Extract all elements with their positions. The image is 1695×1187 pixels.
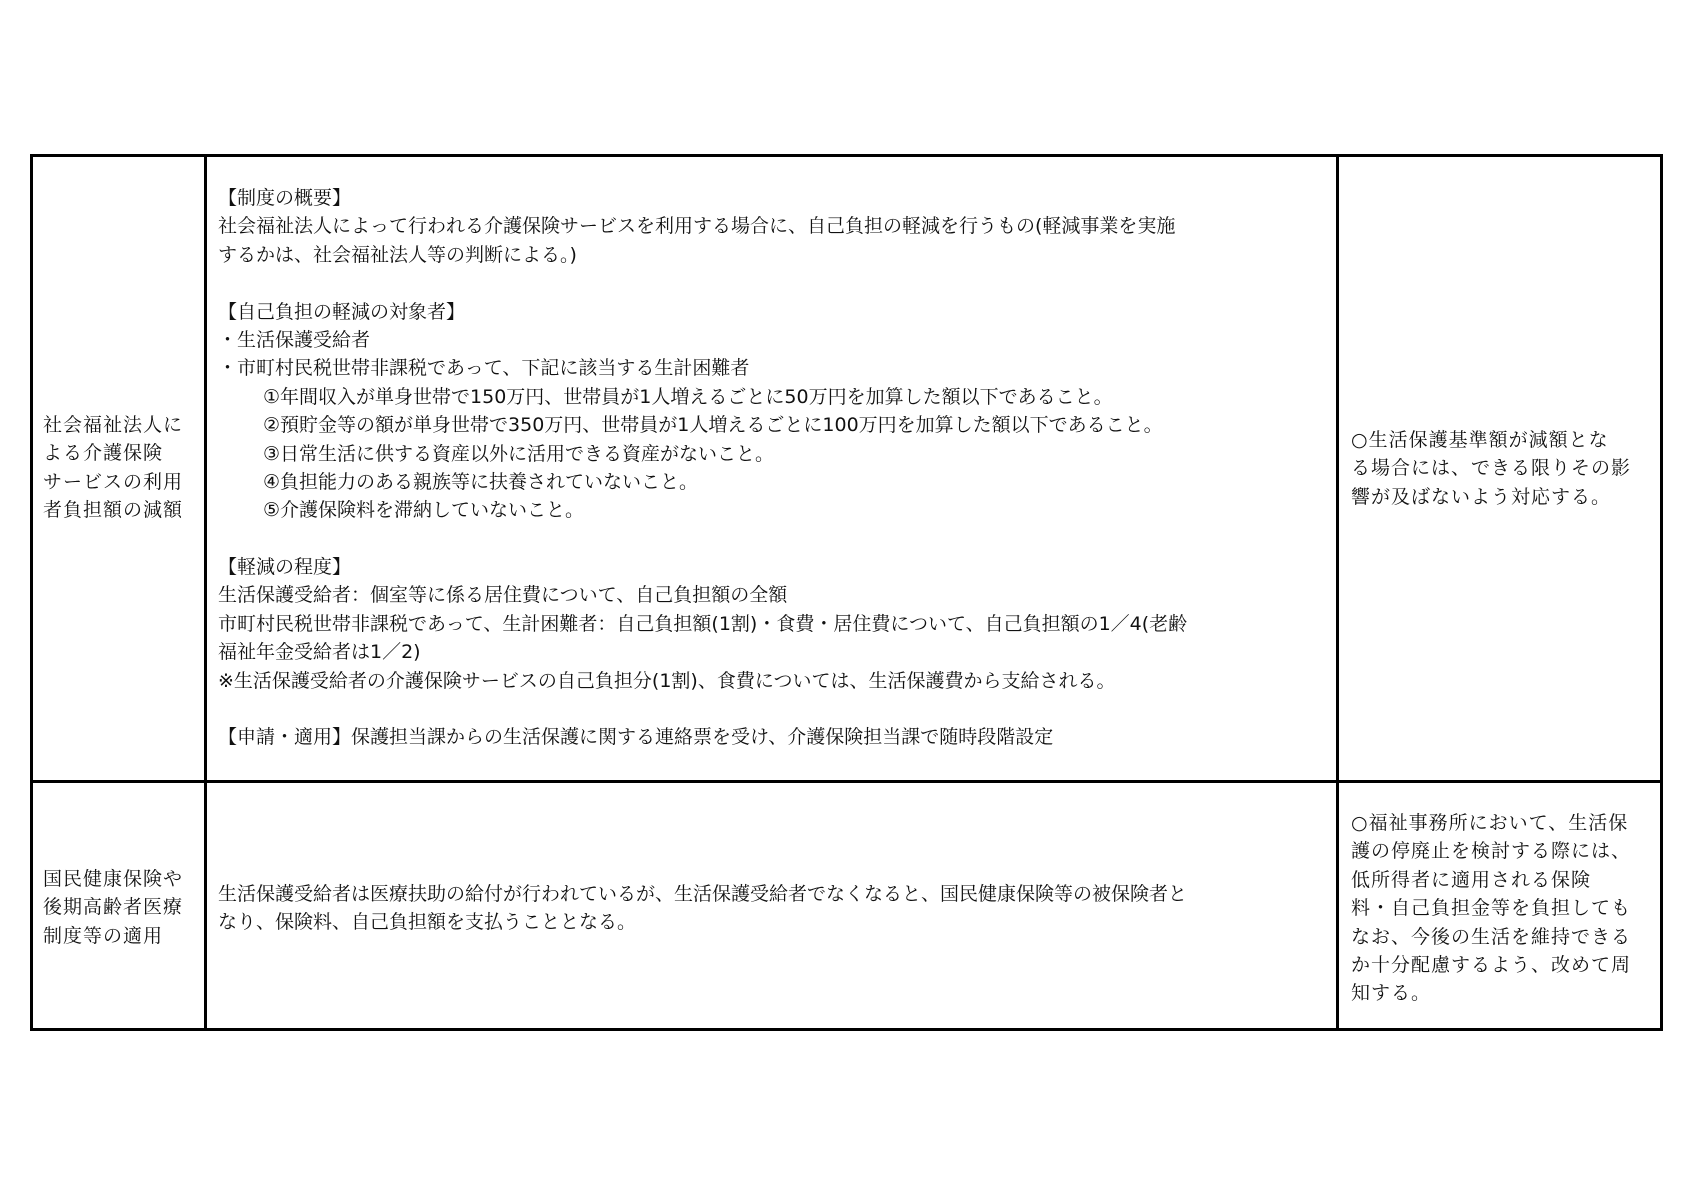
text-line: 社会福祉法人によって行われる介護保険サービスを利用する場合に、自己負担の軽減を行うもの(軽減事業を実施 (218, 215, 1176, 238)
bullet-item: ・市町村民税世帯非課税であって、下記に該当する生計困難者 (218, 357, 750, 380)
text-line: 護の停廃止を検討する際には、 (1351, 840, 1632, 863)
text-line: なお、今後の生活を維持できる (1351, 925, 1632, 948)
text-line: 福祉年金受給者は1／2) (218, 641, 421, 664)
condition-item: ⑤介護保険料を滞納していないこと。 (263, 499, 585, 522)
row-2-title (43, 865, 183, 950)
text-line: 生活保護受給者は医療扶助の給付が行われているが、生活保護受給者でなくなると、国民健康保険等の被保険者と (218, 883, 1188, 905)
title-line: 社会福祉法人に (43, 414, 184, 436)
row-divider (30, 780, 1663, 783)
text-line: 料・自己負担金等を負担しても (1351, 897, 1632, 920)
column-divider (1336, 154, 1339, 1031)
text-line: か十分配慮するよう、改めて周 (1351, 953, 1632, 976)
section-heading: 【自己負担の軽減の対象者】 (218, 300, 466, 323)
text-line: 響が及ばないよう対応する。 (1351, 485, 1612, 508)
text-line: ※生活保護受給者の介護保険サービスの自己負担分(1割)、食費については、生活保護費から支給される。 (218, 669, 1116, 692)
row-1-response (1351, 426, 1631, 511)
row-1-content (218, 184, 1187, 752)
row-1-title (43, 411, 183, 525)
text-line: 生活保護受給者：個室等に係る居住費について、自己負担額の全額 (218, 584, 788, 607)
title-line: 国民健康保険や (43, 868, 184, 890)
condition-item: ③日常生活に供する資産以外に活用できる資産がないこと。 (263, 442, 775, 465)
text-line: 知する。 (1351, 982, 1432, 1005)
text-line: る場合には、できる限りその影 (1351, 457, 1632, 480)
text-line: ○生活保護基準額が減額とな (1351, 429, 1609, 451)
condition-item: ②預貯金等の額が単身世帯で350万円、世帯員が1人増えるごとに100万円を加算した額以下であること。 (263, 414, 1163, 437)
title-line: サービスの利用 (43, 470, 184, 493)
section-heading: 【制度の概要】 (218, 187, 352, 209)
row-2-content (218, 880, 1187, 937)
title-line: 制度等の適用 (43, 924, 164, 947)
text-line: するかは、社会福祉法人等の判断による。) (218, 243, 577, 266)
text-line: 低所得者に適用される保険 (1351, 868, 1592, 891)
section-heading: 【軽減の程度】 (218, 556, 352, 579)
title-line: よる介護保険 (43, 442, 164, 465)
bullet-item: ・生活保護受給者 (218, 328, 371, 351)
text-line: 市町村民税世帯非課税であって、生計困難者：自己負担額(1割)・食費・居住費について、自己負担額の1／4(老齢 (218, 612, 1188, 635)
text-line: ○福祉事務所において、生活保 (1351, 812, 1629, 834)
title-line: 後期高齢者医療 (43, 896, 184, 919)
condition-item: ①年間収入が単身世帯で150万円、世帯員が1人増えるごとに50万円を加算した額以下であること。 (263, 385, 1113, 408)
title-line: 者負担額の減額 (43, 499, 184, 522)
row-2-response (1351, 809, 1631, 1008)
text-line: なり、保険料、自己負担額を支払うこととなる。 (218, 911, 637, 934)
column-divider (204, 154, 207, 1031)
application-line: 【申請・適用】保護担当課からの生活保護に関する連絡票を受け、介護保険担当課で随時段階設定 (218, 726, 1054, 749)
condition-item: ④負担能力のある親族等に扶養されていないこと。 (263, 470, 699, 493)
